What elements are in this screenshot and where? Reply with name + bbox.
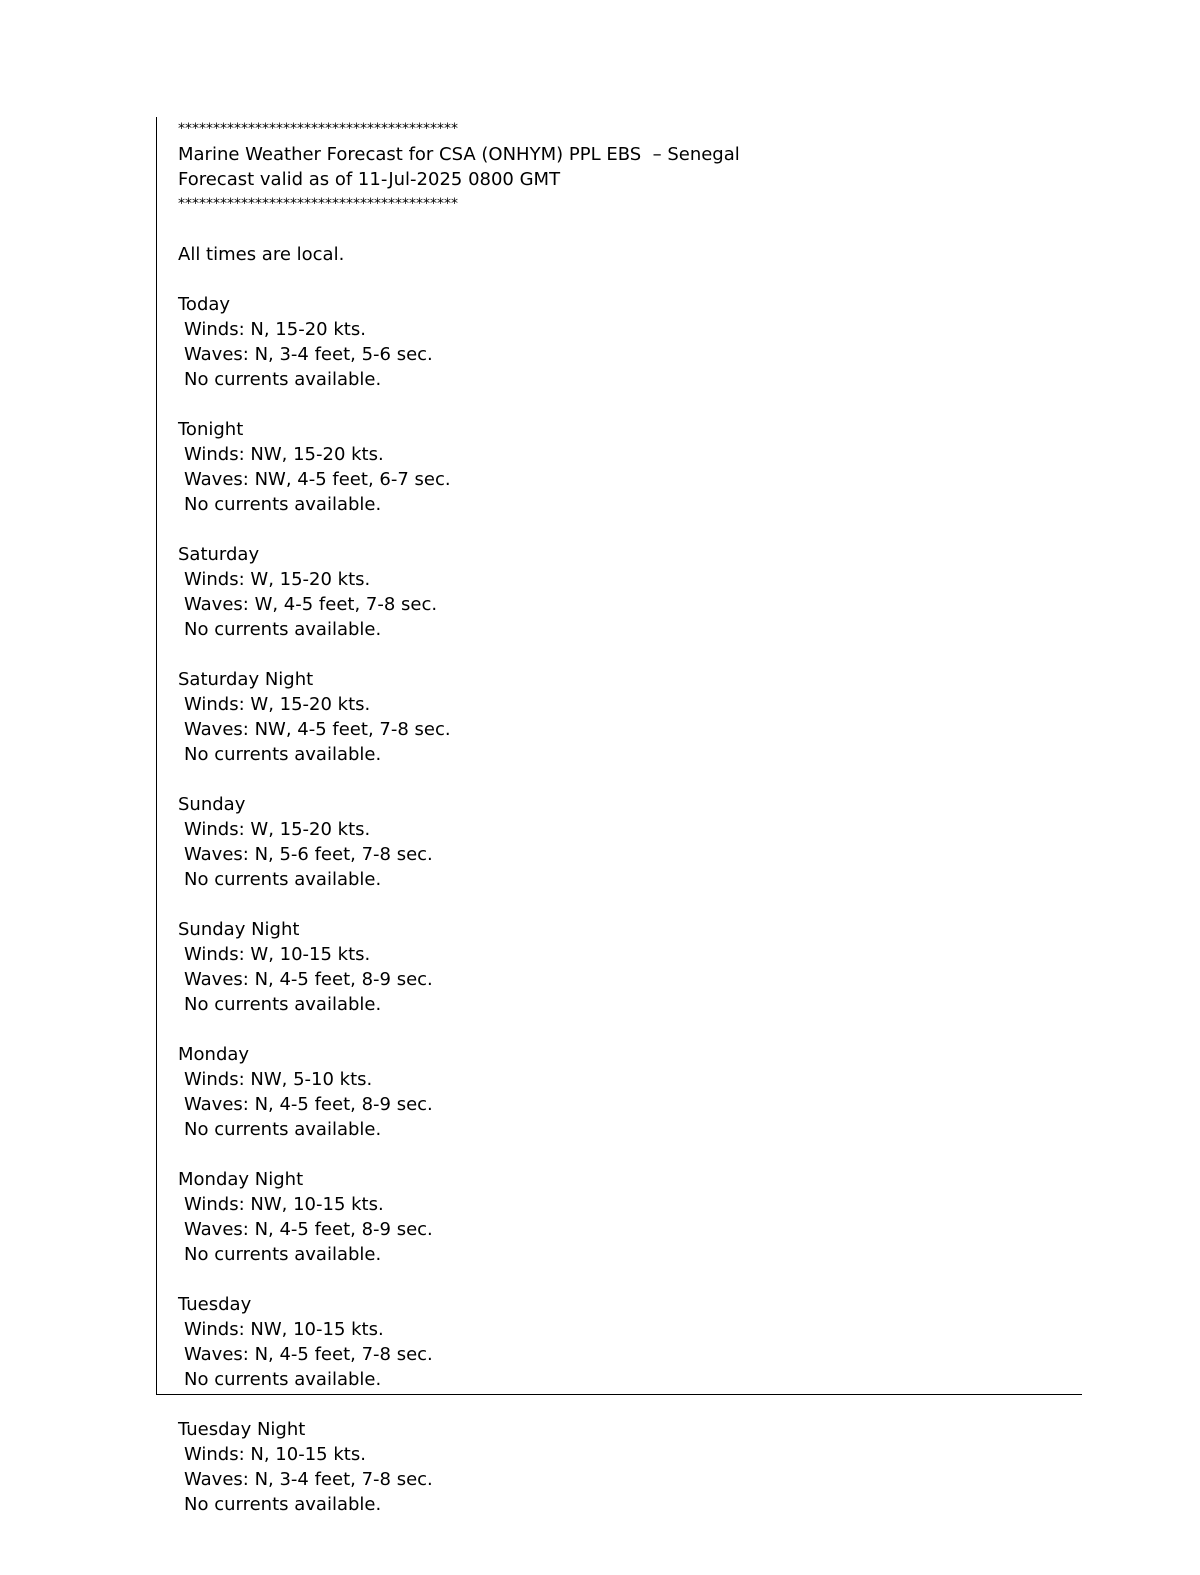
- period-currents: No currents available.: [184, 494, 382, 515]
- period-winds: Winds: W, 15-20 kts.: [184, 819, 371, 840]
- period-block: [178, 1417, 1078, 1517]
- header-stars-top: ****************************************: [178, 121, 458, 137]
- period-waves: Waves: N, 5-6 feet, 7-8 sec.: [184, 844, 433, 865]
- period-block: [178, 667, 1078, 767]
- period-currents: No currents available.: [184, 994, 382, 1015]
- period-block: [178, 417, 1078, 517]
- period-name: Monday: [178, 1044, 250, 1065]
- period-waves: Waves: W, 4-5 feet, 7-8 sec.: [184, 594, 438, 615]
- period-waves: Waves: N, 4-5 feet, 8-9 sec.: [184, 969, 433, 990]
- period-block: [178, 792, 1078, 892]
- period-block: [178, 292, 1078, 392]
- period-winds: Winds: NW, 15-20 kts.: [184, 444, 384, 465]
- period-block: [178, 1042, 1078, 1142]
- period-waves: Waves: N, 3-4 feet, 5-6 sec.: [184, 344, 433, 365]
- period-name: Tuesday: [178, 1294, 252, 1315]
- period-currents: No currents available.: [184, 369, 382, 390]
- period-waves: Waves: N, 4-5 feet, 7-8 sec.: [184, 1344, 433, 1365]
- period-winds: Winds: W, 15-20 kts.: [184, 694, 371, 715]
- period-winds: Winds: W, 15-20 kts.: [184, 569, 371, 590]
- period-winds: Winds: W, 10-15 kts.: [184, 944, 371, 965]
- period-currents: No currents available.: [184, 1119, 382, 1140]
- period-currents: No currents available.: [184, 869, 382, 890]
- period-waves: Waves: N, 3-4 feet, 7-8 sec.: [184, 1469, 433, 1490]
- period-name: Tonight: [178, 419, 244, 440]
- forecast-document: [178, 117, 1078, 1517]
- left-border-line: [156, 117, 157, 1395]
- period-name: Tuesday Night: [178, 1419, 306, 1440]
- period-waves: Waves: N, 4-5 feet, 8-9 sec.: [184, 1219, 433, 1240]
- period-waves: Waves: NW, 4-5 feet, 7-8 sec.: [184, 719, 451, 740]
- period-waves: Waves: N, 4-5 feet, 8-9 sec.: [184, 1094, 433, 1115]
- period-waves: Waves: NW, 4-5 feet, 6-7 sec.: [184, 469, 451, 490]
- header-stars-bottom: ****************************************: [178, 196, 458, 212]
- period-name: Monday Night: [178, 1169, 304, 1190]
- period-block: [178, 542, 1078, 642]
- period-currents: No currents available.: [184, 1369, 382, 1390]
- period-block: [178, 1167, 1078, 1267]
- time-note: All times are local.: [178, 244, 345, 265]
- period-currents: No currents available.: [184, 1244, 382, 1265]
- forecast-valid-time: Forecast valid as of 11-Jul-2025 0800 GMT: [178, 169, 561, 190]
- period-winds: Winds: N, 10-15 kts.: [184, 1444, 366, 1465]
- period-name: Today: [178, 294, 231, 315]
- period-winds: Winds: NW, 10-15 kts.: [184, 1319, 384, 1340]
- period-name: Saturday Night: [178, 669, 314, 690]
- period-currents: No currents available.: [184, 619, 382, 640]
- period-block: [178, 1292, 1078, 1392]
- period-winds: Winds: NW, 10-15 kts.: [184, 1194, 384, 1215]
- period-currents: No currents available.: [184, 744, 382, 765]
- period-name: Sunday Night: [178, 919, 300, 940]
- forecast-title: Marine Weather Forecast for CSA (ONHYM) PPL EBS – Senegal: [178, 144, 740, 165]
- period-block: [178, 917, 1078, 1017]
- period-name: Sunday: [178, 794, 246, 815]
- period-currents: No currents available.: [184, 1494, 382, 1515]
- period-winds: Winds: N, 15-20 kts.: [184, 319, 366, 340]
- period-winds: Winds: NW, 5-10 kts.: [184, 1069, 373, 1090]
- period-name: Saturday: [178, 544, 260, 565]
